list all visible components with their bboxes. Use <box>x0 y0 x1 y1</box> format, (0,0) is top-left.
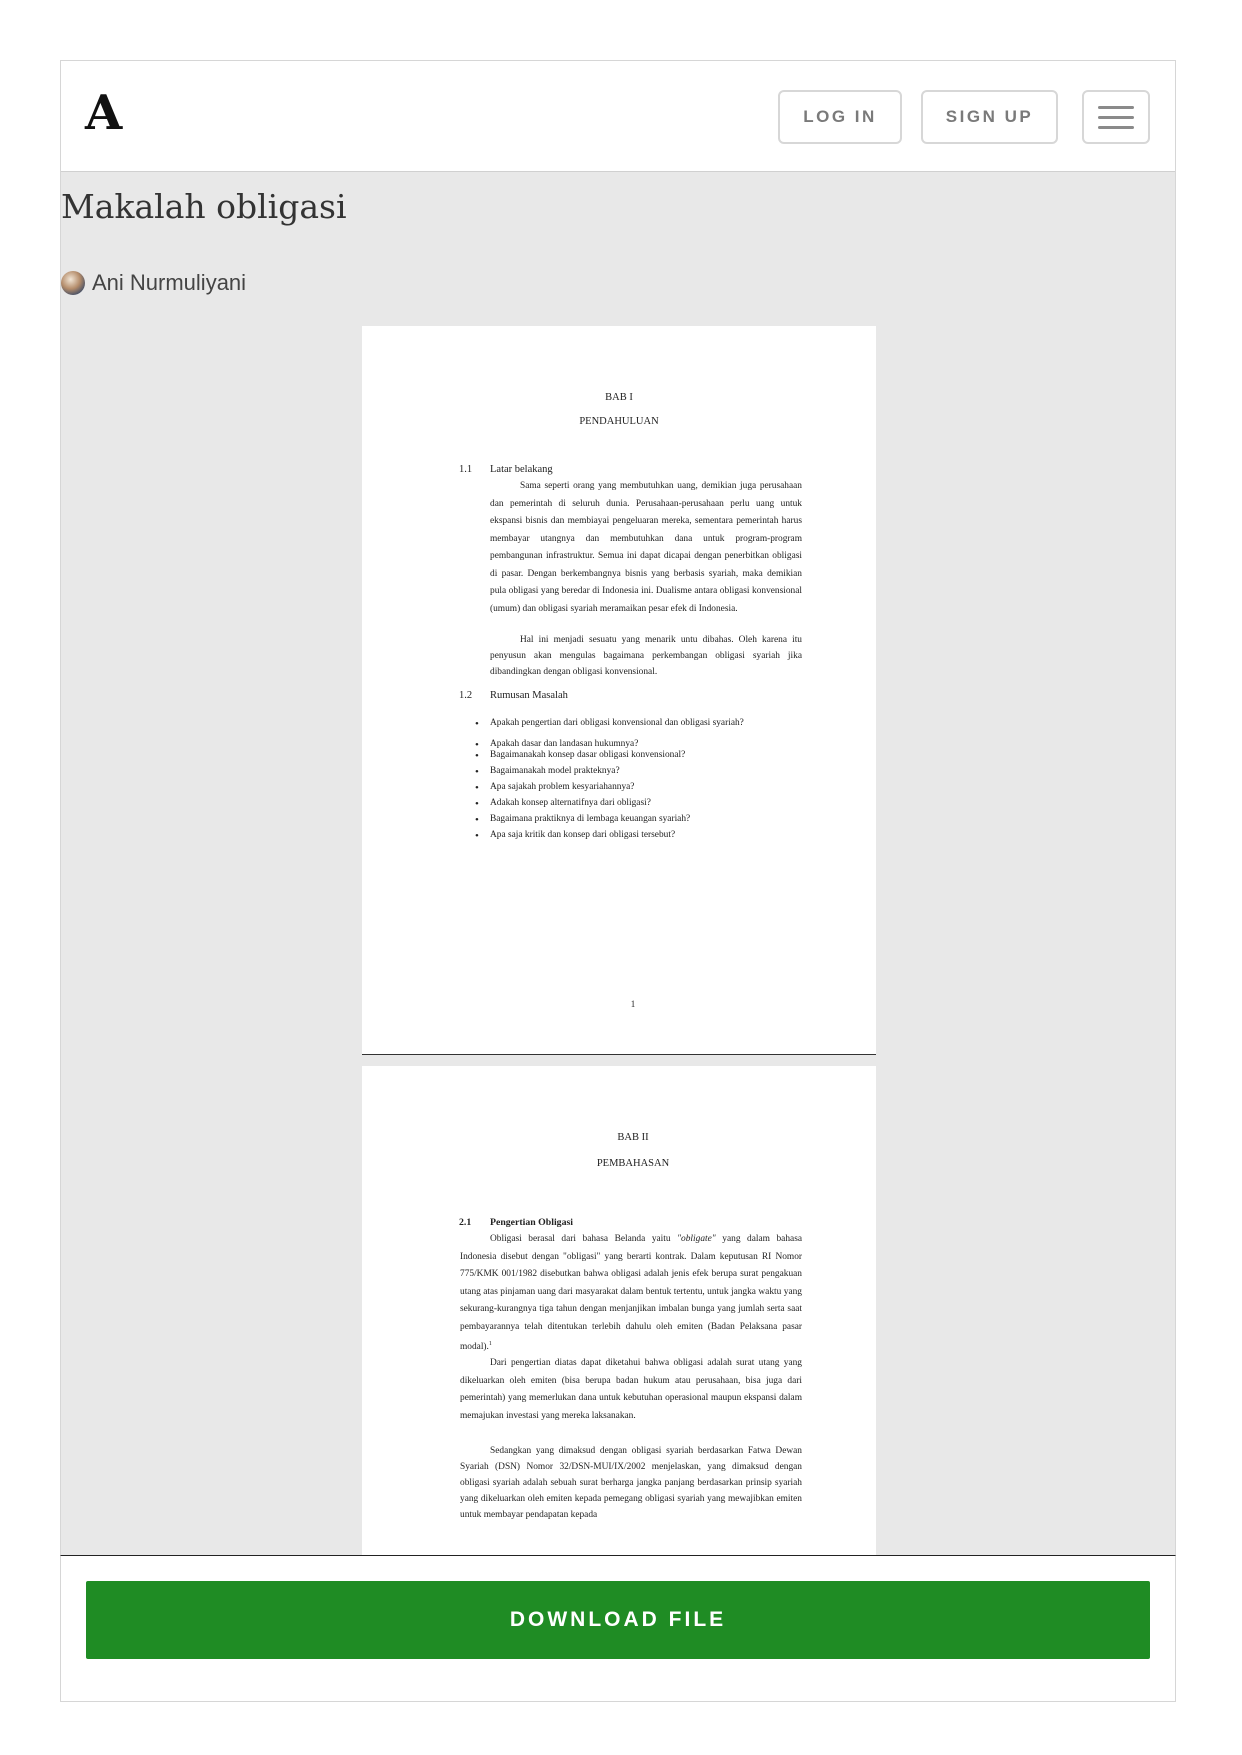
section-number: 2.1 <box>459 1217 472 1228</box>
chapter-title: PENDAHULUAN <box>579 416 659 427</box>
menu-line <box>1098 106 1134 109</box>
question-list <box>490 718 810 840</box>
chapter-title: PEMBAHASAN <box>596 1158 670 1169</box>
author-link[interactable] <box>61 270 246 296</box>
site-logo[interactable]: A <box>85 85 123 141</box>
author-name: Ani Nurmuliyani <box>92 270 247 295</box>
menu-line <box>1098 126 1134 129</box>
italic-term: "obligate" <box>677 1234 716 1244</box>
download-bar <box>60 1555 1176 1702</box>
list-item: • Apa sajakah problem kesyariahannya? <box>490 782 810 792</box>
paragraph-text: Obligasi berasal dari bahasa Belanda yaitu <box>490 1234 678 1244</box>
section-heading <box>459 464 553 475</box>
document-title: Makalah obligasi <box>61 187 347 226</box>
chapter-heading: BAB I <box>605 392 633 403</box>
paragraph-text: yang dalam bahasa Indonesia disebut dengan "obligasi" yang berarti kontrak. Dalam keputusan RI Nomor 775/KMK 001/1982 disebutkan bahwa obligasi adalah jenis efek berupa surat pengakuan utang atas pinjaman uang dari masyarakat dalam bentuk tertentu, untuk jangka waktu yang sekurang-kurangnya tiga tahun dengan menjanjikan imbalan bunga yang jumlah serta saat pembayarannya telah ditentukan terlebih dahulu oleh emiten (Badan Pelaksana pasar modal). <box>460 1234 803 1353</box>
footnote-marker: 1 <box>488 1341 492 1347</box>
paragraph: Sedangkan yang dimaksud dengan obligasi syariah berdasarkan Fatwa Dewan Syariah (DSN) Nomor 32/DSN-MUI/IX/2002 menjelaskan, yang dimaksud dengan obligasi syariah adalah sebuah surat berharga jangka panjang berdasarkan prinsip syariah yang dikeluarkan oleh emiten kepada pemegang obligasi syariah yang mewajibkan emiten untuk membayar pendapatan kepada <box>460 1446 802 1520</box>
list-item: • Bagaimana praktiknya di lembaga keuangan syariah? <box>490 814 810 824</box>
hamburger-menu-icon[interactable] <box>1082 90 1150 144</box>
list-item: • Apakah dasar dan landasan hukumnya? <box>490 739 810 749</box>
paragraph: Hal ini menjadi sesuatu yang menarik untu dibahas. Oleh karena itu penyusun akan mengulas bagaimana perkembangan obligasi syariah jika dibandingkan dengan obligasi konvensional. <box>490 635 802 677</box>
document-page-1 <box>362 326 876 1055</box>
list-item: • Bagaimanakah konsep dasar obligasi konvensional? <box>490 750 810 760</box>
paragraph <box>460 1231 802 1357</box>
section-title: Rumusan Masalah <box>490 690 568 701</box>
list-item: • Apa saja kritik dan konsep dari obligasi tersebut? <box>490 830 810 840</box>
login-button[interactable]: LOG IN <box>778 90 902 144</box>
section-title: Pengertian Obligasi <box>490 1217 574 1228</box>
menu-line <box>1098 116 1134 119</box>
paragraph: Dari pengertian diatas dapat diketahui bahwa obligasi adalah surat utang yang dikeluarkan oleh emiten (bisa berupa badan hukum atau perusahaan, bisa juga dari pemerintah) yang memerlukan dana untuk kebutuhan operasional maupun ekspansi dalam memajukan investasi yang mereka laksanakan. <box>460 1358 802 1421</box>
paragraph: Sama seperti orang yang membutuhkan uang, demikian juga perusahaan dan pemerintah di seluruh dunia. Perusahaan-perusahaan perlu uang untuk ekspansi bisnis dan membiayai pengeluaran mereka, sementara pemerintah harus membayar utangnya dan membutuhkan dana untuk program-program pembangunan infrastruktur. Semua ini dapat dicapai dengan penerbitkan obligasi di pasar. Dengan berkembangnya bisnis yang berbasis syariah, maka demikian pula obligasi yang beredar di Indonesia ini. Dualisme antara obligasi konvensional (umum) dan obligasi syariah meramaikan pesar efek di Indonesia. <box>490 481 802 614</box>
site-header <box>61 61 1175 172</box>
list-item: • Adakah konsep alternatifnya dari obligasi? <box>490 798 810 808</box>
section-number: 1.2 <box>459 690 473 701</box>
page-number: 1 <box>630 999 636 1009</box>
avatar <box>61 271 85 295</box>
page-frame <box>60 60 1176 1681</box>
section-heading <box>459 690 568 701</box>
download-file-button[interactable]: DOWNLOAD FILE <box>86 1581 1150 1659</box>
section-heading <box>459 1217 573 1228</box>
section-title: Latar belakang <box>490 464 553 475</box>
list-item: • Apakah pengertian dari obligasi konvensional dan obligasi syariah? <box>490 718 810 728</box>
signup-button[interactable]: SIGN UP <box>921 90 1058 144</box>
chapter-heading: BAB II <box>617 1132 649 1143</box>
section-number: 1.1 <box>459 464 473 475</box>
list-item: • Bagaimanakah model prakteknya? <box>490 766 810 776</box>
